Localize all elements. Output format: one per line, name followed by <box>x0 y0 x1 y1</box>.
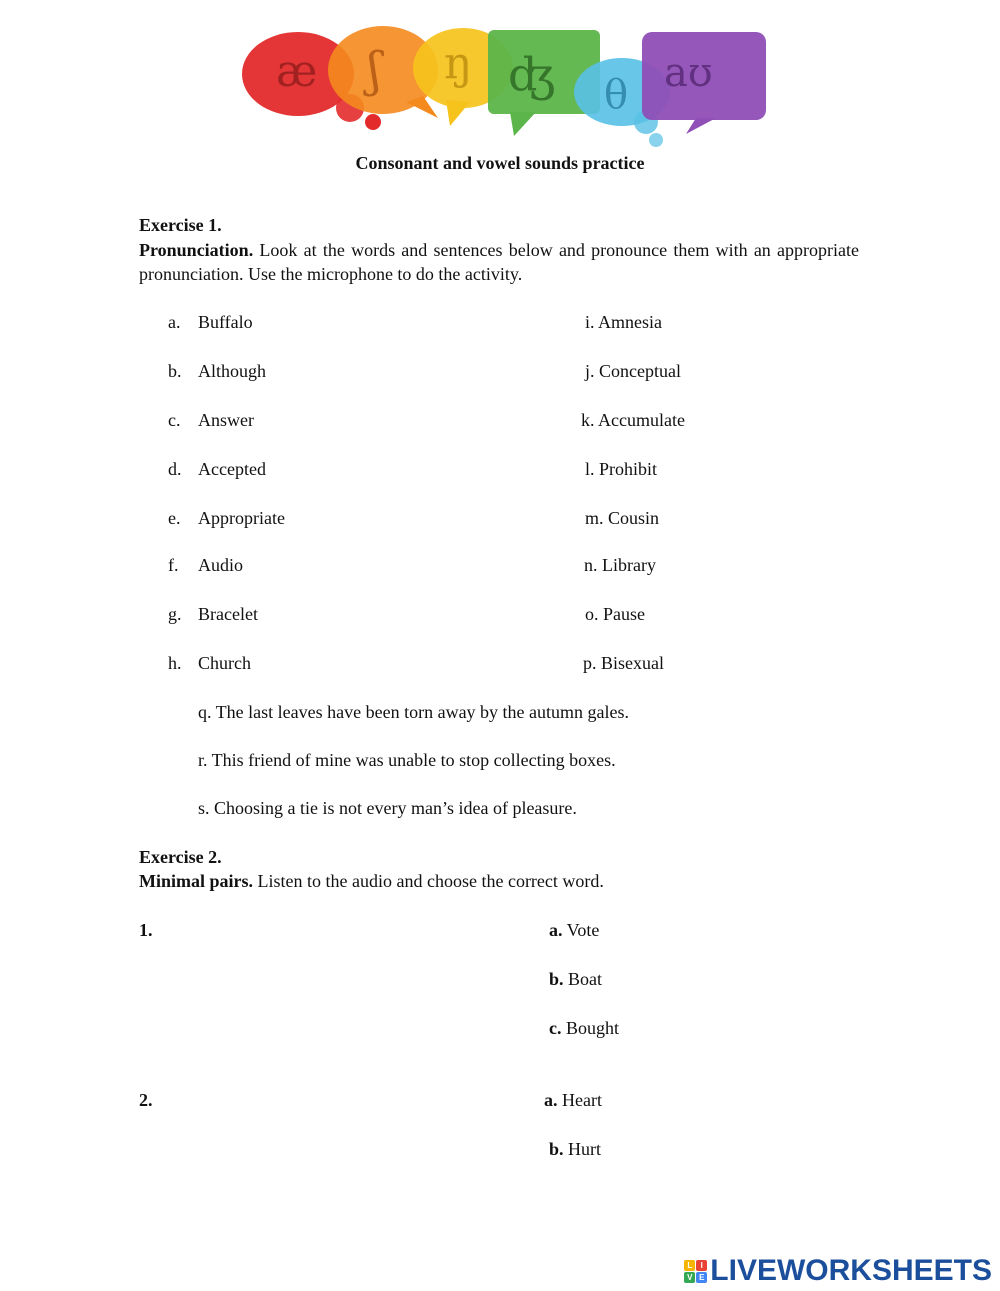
instructions-text: Look at the words and sentences below and pronounce them with an appropriate pronunciation. Use the microphone to do the activity. <box>139 240 859 284</box>
bubble-tail <box>686 118 716 134</box>
instructions-label: Minimal pairs. <box>139 871 254 891</box>
list-item: l. Prohibit <box>585 459 658 479</box>
list-item: d. Accepted <box>168 459 266 479</box>
list-item: o. Pause <box>585 604 645 624</box>
list-item: g. Bracelet <box>168 604 258 624</box>
ipa-symbol: æ <box>276 46 318 97</box>
exercise-2-instructions <box>139 869 604 893</box>
ipa-symbol: ŋ <box>444 38 473 89</box>
ipa-symbol: aʊ <box>664 50 713 96</box>
answer-option[interactable]: a. Vote <box>549 920 600 940</box>
answer-option[interactable]: a. Heart <box>544 1090 602 1110</box>
instructions-label: Pronunciation. <box>139 240 254 260</box>
sentence-item: q. The last leaves have been torn away by the autumn gales. <box>198 702 630 722</box>
bubble-tail <box>510 112 536 136</box>
list-item: e. Appropriate <box>168 508 285 528</box>
answer-option[interactable]: b. Hurt <box>549 1139 602 1159</box>
instructions-text: Listen to the audio and choose the correct word. <box>253 871 604 891</box>
ipa-symbol: ʃ <box>368 42 382 98</box>
list-item: k. Accumulate <box>581 410 685 430</box>
page-title: Consonant and vowel sounds practice <box>355 153 645 173</box>
list-item: b. Although <box>168 361 267 381</box>
bubble-dot <box>649 133 663 147</box>
liveworksheets-brand <box>684 1252 992 1290</box>
list-item: i. Amnesia <box>585 312 662 332</box>
ipa-symbols-banner <box>238 22 770 156</box>
sentence-item: r. This friend of mine was unable to stop collecting boxes. <box>198 750 616 770</box>
exercise-2-heading: Exercise 2. <box>139 847 222 867</box>
brand-name: LIVEWORKSHEETS <box>710 1254 992 1287</box>
bubble-tail <box>446 100 470 126</box>
bubble-dot <box>365 114 381 130</box>
sentence-item: s. Choosing a tie is not every man’s idea of pleasure. <box>198 798 577 818</box>
list-item: n. Library <box>584 555 656 575</box>
ipa-symbol: θ <box>604 72 629 118</box>
list-item: c. Answer <box>168 410 254 430</box>
list-item: p. Bisexual <box>583 653 664 673</box>
answer-option[interactable]: b. Boat <box>549 969 603 989</box>
exercise-1-instructions <box>139 238 859 286</box>
list-item: h. Church <box>168 653 251 673</box>
list-item: m. Cousin <box>585 508 660 528</box>
exercise-1-heading: Exercise 1. <box>139 215 222 235</box>
question-number: 2. <box>139 1090 153 1110</box>
answer-option[interactable]: c. Bought <box>549 1018 620 1038</box>
ipa-symbol: ʤ <box>508 47 556 101</box>
list-item: a. Buffalo <box>168 312 253 332</box>
liveworksheets-logo-icon: L I V E <box>684 1260 707 1283</box>
list-item: j. Conceptual <box>585 361 681 381</box>
question-number: 1. <box>139 920 153 940</box>
list-item: f. Audio <box>168 555 243 575</box>
